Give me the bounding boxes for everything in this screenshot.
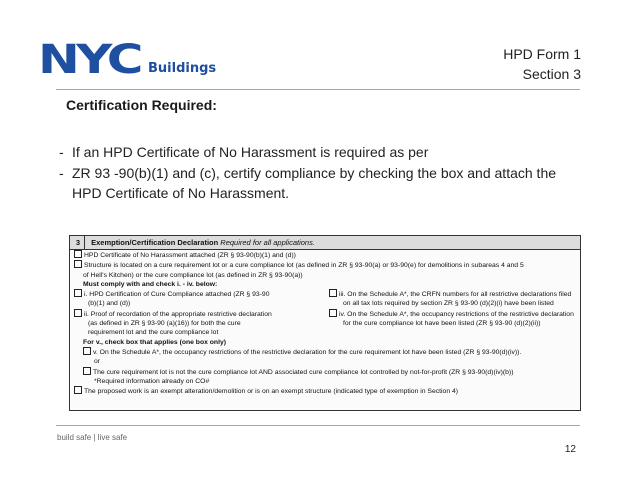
form-row-text: requirement lot and the cure compliance lot [88,329,219,337]
form-right-column [325,289,580,337]
form-row [70,338,580,347]
form-row [70,328,325,337]
form-row [325,309,580,319]
form-row [70,319,325,328]
form-row [70,280,580,289]
form-row-text: For v., check box that applies (one box only) [83,338,227,346]
form-row-text: or [94,358,101,366]
form-row-text: HPD Certificate of No Harassment attached (ZR § 93-90(b)(1) and (d)) [84,252,296,259]
form-row-text: *Required information already on CO# [94,377,210,385]
bullet-item [59,163,582,203]
form-row-text: Must comply with and check i. - iv. below: [83,280,218,288]
form-row-text: The proposed work is an exempt alteration/demolition or is on an exempt structure (indicated type of exemption in Section 4) [84,388,459,396]
checkbox [74,289,82,297]
checkbox [83,347,91,355]
form-row [70,250,580,260]
checkbox [74,386,82,394]
checkbox [329,289,337,297]
form-row [70,260,580,270]
form-title-line2: Section 3 [522,66,581,82]
form-row [70,357,580,366]
bullet-dash: - [59,144,64,160]
checkbox [74,260,82,268]
bullet-list [59,142,582,204]
form-row [70,367,580,377]
form-two-columns [70,289,580,337]
checkbox [74,250,82,258]
form-section-title: Exemption/Certification Declaration [91,238,219,247]
nyc-buildings-logo [38,38,218,82]
form-row-text: i. HPD Certification of Cure Compliance attached (ZR § 93-90 [84,291,270,299]
bullet-item [59,142,582,162]
form-row-text: Structure is located on a cure requirement lot or a cure compliance lot (as defined in ZR § 93-90(a) or 93-90(e) for demolitions in subareas 4 and 5 [84,262,524,270]
footer-tagline: build safe | live safe [57,433,128,442]
bullet-text: If an HPD Certificate of No Harassment is required as per [72,144,429,160]
page-number: 12 [564,444,576,455]
checkbox [74,309,82,317]
footer-divider [56,425,580,426]
form-section-header [70,236,580,250]
checkbox [83,367,91,375]
form-row-text: of Hell's Kitchen) or the cure compliance lot (as defined in ZR § 93-90(a)) [83,271,303,279]
bullet-text: ZR 93 -90(b)(1) and (c), certify compliance by checking the box and attach the HPD Certificate of No Harassment. [72,165,557,201]
form-row-text: The cure requirement lot is not the cure compliance lot AND associated cure compliance lot controlled by not-for-profit (ZR § 93-90(d)(iv)(b)) [93,368,514,376]
form-row [70,377,580,386]
form-row-text: ii. Proof of recordation of the appropriate restrictive declaration [84,310,272,318]
form-row-text: iii. On the Schedule A*, the CRFN numbers for all restrictive declarations filed [339,291,572,299]
form-title-line1: HPD Form 1 [503,46,581,62]
bullet-dash: - [59,165,64,181]
form-section-number: 3 [72,236,85,249]
form-row [70,309,325,319]
form-row [325,289,580,299]
form-row [325,299,580,308]
checkbox [329,309,337,317]
header-divider [56,89,580,90]
form-row-text: v. On the Schedule A*, the occupancy restrictions of the restrictive declaration for the cure requirement lot have been listed (ZR § 93-90(d)(iv)). [93,348,522,356]
form-row [70,347,580,357]
form-row-text: on all tax lots required by section ZR § 93-90 (d)(2)(i) have been listed [343,300,554,308]
form-row-text: iv. On the Schedule A*, the occupancy restrictions of the restrictive declaration [339,310,574,318]
form-left-column [70,289,325,337]
form-row-text: (as defined in ZR § 93-90 (a)(16)) for both the cure [88,320,241,328]
form-row [70,271,580,280]
form-row-text: for the cure compliance lot have been listed (ZR § 93-90 (d)(2)(ii)) [343,320,541,328]
form-row [70,289,325,299]
section-heading: Certification Required: [66,97,217,113]
form-row [325,319,580,328]
form-title [503,44,581,84]
form-section-note: Required for all applications. [220,238,315,247]
form-row-text: (b)(1) and (d)) [88,300,131,308]
logo-nyc-text: NYC [38,37,140,83]
form-excerpt-image [69,235,581,411]
logo-buildings-text: Buildings [148,61,217,76]
form-row [70,299,325,308]
form-row [70,386,580,396]
